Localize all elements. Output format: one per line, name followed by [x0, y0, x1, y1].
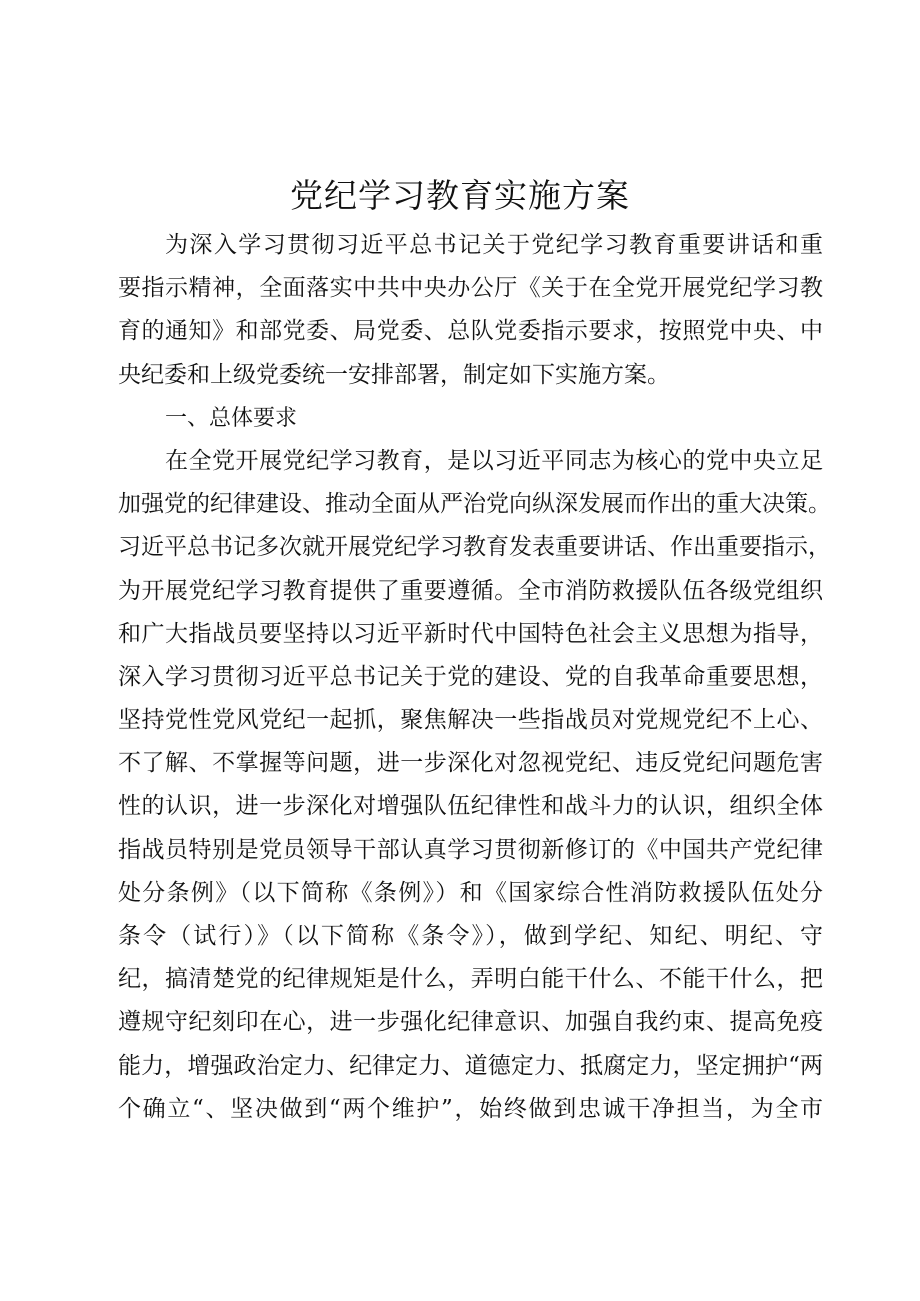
text-line: 加强党的纪律建设、推动全面从严治党向纵深发展而作出的重大决策。	[118, 491, 831, 518]
text-line: 为深入学习贯彻习近平总书记关于党纪学习教育重要讲话和重	[165, 232, 823, 258]
text-line: 遵规守纪刻印在心，进一步强化纪律意识、加强自我约束、提高免疫	[118, 1009, 823, 1036]
paragraph-intro	[118, 224, 823, 397]
text-line: 央纪委和上级党委统一安排部署，制定如下实施方案。	[118, 361, 670, 388]
text-line: 坚持党性党风党纪一起抓，聚焦解决一些指战员对党规党纪不上心、	[118, 707, 823, 734]
text-line: 为开展党纪学习教育提供了重要遵循。全市消防救援队伍各级党组织	[118, 577, 823, 604]
text-line: 个确立“、坚决做到“两个维护”，始终做到忠诚干净担当，为全市	[118, 1095, 823, 1122]
text-line: 能力，增强政治定力、纪律定力、道德定力、抵腐定力，坚定拥护“两	[118, 1052, 823, 1079]
text-line: 育的通知》和部党委、局党委、总队党委指示要求，按照党中央、中	[118, 318, 823, 345]
text-line: 深入学习贯彻习近平总书记关于党的建设、党的自我革命重要思想，	[118, 663, 823, 690]
text-line: 处分条例》（以下简称《条例》）和《国家综合性消防救援队伍处分	[118, 879, 823, 906]
text-line: 不了解、不掌握等问题，进一步深化对忽视党纪、违反党纪问题危害	[118, 750, 823, 777]
text-line: 性的认识，进一步深化对增强队伍纪律性和战斗力的认识，组织全体	[118, 793, 823, 820]
text-line: 指战员特别是党员领导干部认真学习贯彻新修订的《中国共产党纪律	[118, 836, 823, 863]
document-title: 党纪学习教育实施方案	[290, 176, 630, 215]
paragraph-general-requirements	[118, 440, 831, 1131]
text-line: 和广大指战员要坚持以习近平新时代中国特色社会主义思想为指导，	[118, 620, 823, 647]
text-line: 条令（试行）》（以下简称《条令》），做到学纪、知纪、明纪、守	[118, 923, 823, 949]
document-body	[118, 224, 831, 1131]
section-heading: 一、总体要求	[165, 405, 298, 431]
text-line: 习近平总书记多次就开展党纪学习教育发表重要讲话、作出重要指示，	[118, 534, 831, 561]
text-line: 在全党开展党纪学习教育，是以习近平同志为核心的党中央立足	[165, 447, 823, 474]
text-line: 要指示精神，全面落实中共中央办公厅《关于在全党开展党纪学习教	[118, 275, 823, 302]
text-line: 纪，搞清楚党的纪律规矩是什么，弄明白能干什么、不能干什么，把	[118, 966, 823, 993]
